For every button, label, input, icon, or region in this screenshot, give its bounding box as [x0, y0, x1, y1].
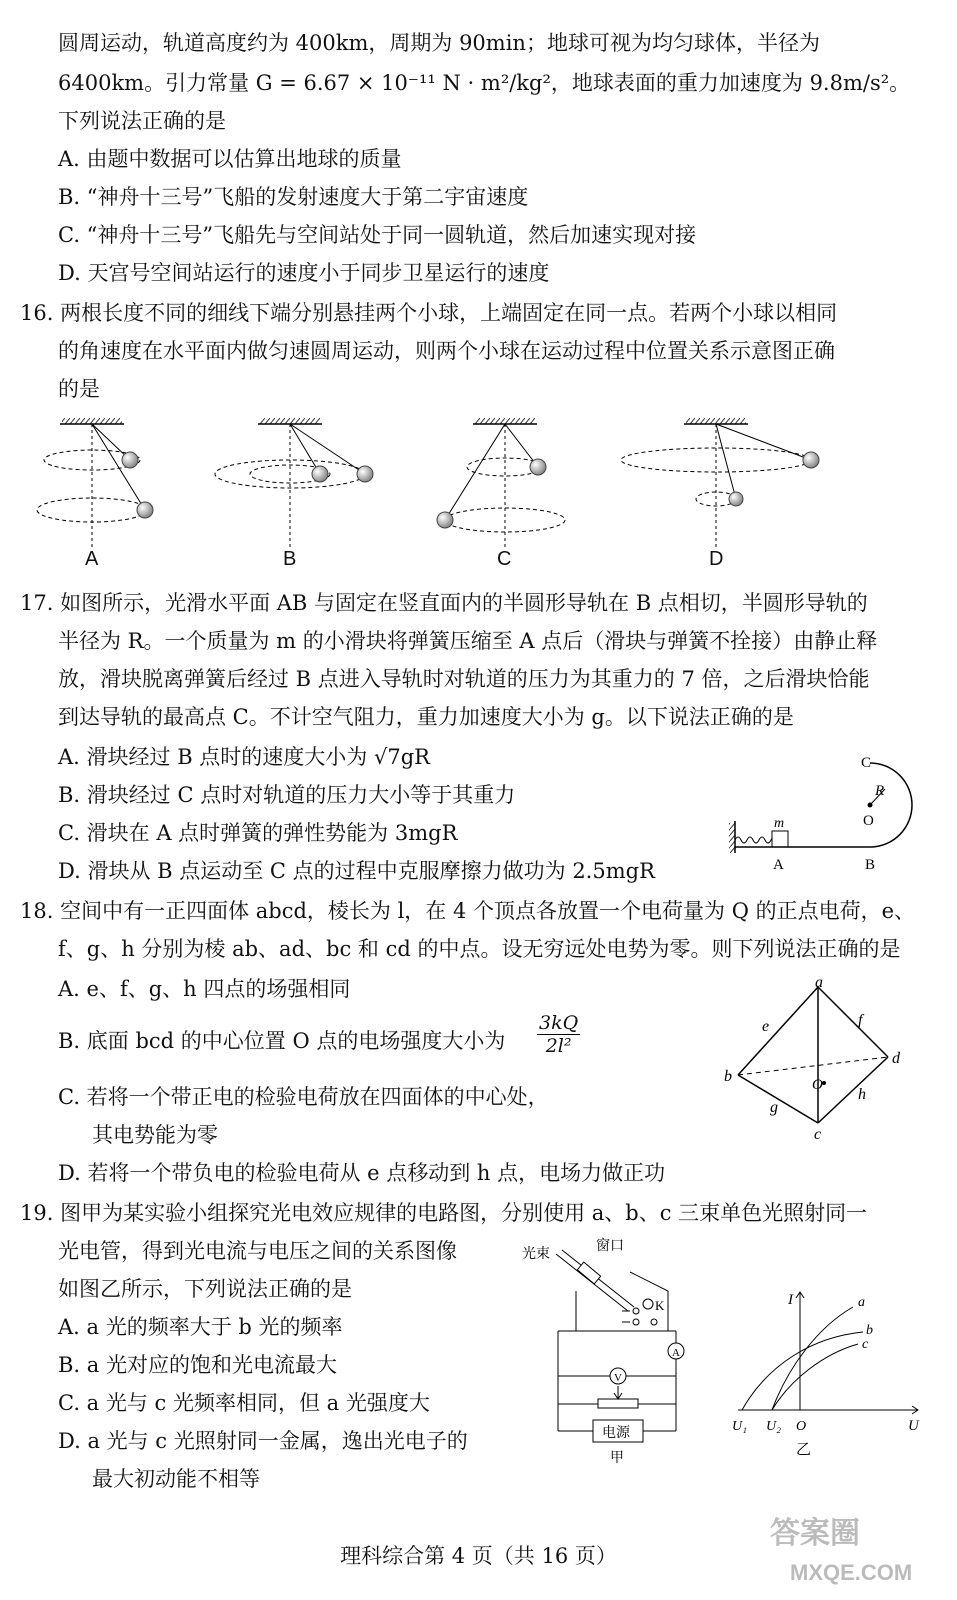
q19-line-2: 光电管，得到光电流与电压之间的关系图像	[58, 1239, 457, 1263]
watermark-logo: 答案圈	[770, 1517, 860, 1550]
svg-text:b: b	[724, 1068, 732, 1085]
q15-option-c: C. “神舟十三号”飞船先与空间站处于同一圆轨道，然后加速实现对接	[58, 223, 697, 247]
figure-b	[215, 418, 373, 547]
svg-text:O: O	[812, 1077, 823, 1093]
svg-text:U₁: U₁	[732, 1419, 747, 1434]
q16-line-2: 的角速度在水平面内做匀速圆周运动，则两个小球在运动过程中位置关系示意图正确	[58, 339, 835, 363]
figure-a	[37, 418, 153, 547]
svg-text:g: g	[770, 1099, 778, 1116]
svg-text:h: h	[858, 1086, 866, 1103]
q19-option-d-cont: 最大初动能不相等	[92, 1467, 260, 1491]
svg-text:a: a	[815, 975, 823, 991]
q18-option-d: D. 若将一个带负电的检验电荷从 e 点移动到 h 点，电场力做正功	[58, 1161, 666, 1185]
q18-option-a: A. e、f、g、h 四点的场强相同	[58, 977, 351, 1001]
q17-option-a: A. 滑块经过 B 点时的速度大小为 √7gR	[58, 745, 430, 769]
q17-line-4: 到达导轨的最高点 C。不计空气阻力，重力加速度大小为 g。以下说法正确的是	[58, 705, 794, 729]
svg-text:f: f	[858, 1012, 863, 1029]
label-r: R	[875, 783, 885, 799]
svg-text:c: c	[814, 1126, 822, 1140]
q16-label-c: C	[497, 548, 512, 570]
q15-line-3: 下列说法正确的是	[58, 109, 226, 133]
svg-text:a: a	[858, 1295, 865, 1310]
svg-text:I: I	[788, 1292, 793, 1308]
q16-pendulum-figures	[30, 412, 870, 552]
q15-option-b: B. “神舟十三号”飞船的发射速度大于第二宇宙速度	[58, 185, 529, 209]
q18-option-c-cont: 其电势能为零	[92, 1123, 218, 1147]
q16-label-a: A	[85, 548, 99, 570]
svg-text:d: d	[892, 1050, 900, 1067]
label-a: A	[773, 857, 784, 873]
svg-text:A: A	[672, 1347, 680, 1359]
q19-option-c: C. a 光与 c 光频率相同，但 a 光强度大	[58, 1391, 430, 1415]
watermark-site: MXQE.COM	[790, 1560, 913, 1585]
q19-option-b: B. a 光对应的饱和光电流最大	[58, 1353, 337, 1377]
q15-option-d: D. 天宫号空间站运行的速度小于同步卫星运行的速度	[58, 261, 550, 285]
q18-tetrahedron-figure	[720, 975, 910, 1140]
q19-line-3: 如图乙所示，下列说法正确的是	[58, 1277, 352, 1301]
q17-line-3: 放，滑块脱离弹簧后经过 B 点进入导轨时对轨道的压力为其重力的 7 倍，之后滑块恰能	[58, 667, 870, 691]
svg-text:窗口: 窗口	[596, 1239, 624, 1254]
svg-text:c: c	[862, 1337, 869, 1352]
svg-text:U: U	[908, 1418, 919, 1434]
q18-line-2: f、g、h 分别为棱 ab、ad、bc 和 cd 的中点。设无穷远处电势为零。则下列说法正确的是	[58, 937, 901, 961]
q17-line-1: 17. 如图所示，光滑水平面 AB 与固定在竖直面内的半圆形导轨在 B 点相切，半圆形导轨的	[20, 591, 868, 615]
q16-line-1: 16. 两根长度不同的细线下端分别悬挂两个小球，上端固定在同一点。若两个小球以相同	[20, 301, 838, 325]
q15-line-1: 圆周运动，轨道高度约为 400km，周期为 90min；地球可视为均匀球体，半径为	[58, 31, 820, 55]
figure-d	[621, 418, 819, 547]
svg-text:U₂: U₂	[766, 1419, 781, 1434]
q16-label-b: B	[283, 548, 297, 570]
label-c: C	[861, 755, 872, 771]
svg-text:O: O	[796, 1419, 807, 1434]
q17-line-2: 半径为 R。一个质量为 m 的小滑块将弹簧压缩至 A 点后（滑块与弹簧不拴接）由静止释	[58, 629, 878, 653]
q16-line-3: 的是	[58, 377, 100, 401]
page-footer: 理科综合第 4 页（共 16 页）	[340, 1544, 617, 1568]
q15-option-a: A. 由题中数据可以估算出地球的质量	[58, 147, 402, 171]
q19-option-d: D. a 光与 c 光照射同一金属，逸出光电子的	[58, 1429, 468, 1453]
q19-option-a: A. a 光的频率大于 b 光的频率	[58, 1315, 343, 1339]
svg-text:光束: 光束	[522, 1247, 550, 1262]
label-m: m	[774, 816, 785, 831]
q15-line-2: 6400km。引力常量 G = 6.67 × 10⁻¹¹ N · m²/kg²，地球表面的重力加速度为 9.8m/s²。	[58, 71, 911, 95]
q17-option-d: D. 滑块从 B 点运动至 C 点的过程中克服摩擦力做功为 2.5mgR	[58, 859, 655, 883]
label-o: O	[863, 813, 874, 829]
q18-option-c: C. 若将一个带正电的检验电荷放在四面体的中心处，	[58, 1085, 549, 1109]
q16-label-d: D	[709, 548, 724, 570]
q17-option-c: C. 滑块在 A 点时弹簧的弹性势能为 3mgR	[58, 821, 458, 845]
svg-text:b: b	[866, 1323, 873, 1338]
q19-circuit-figure	[518, 1236, 718, 1466]
q18-fraction	[537, 1012, 580, 1057]
label-b: B	[865, 857, 876, 873]
svg-text:电源: 电源	[602, 1426, 630, 1441]
svg-text:K: K	[655, 1298, 665, 1313]
svg-text:甲: 甲	[610, 1451, 624, 1466]
q18-line-1: 18. 空间中有一正四面体 abcd，棱长为 l，在 4 个顶点各放置一个电荷量为 Q 的正点电荷，e、	[20, 899, 916, 923]
q19-iu-graph	[728, 1282, 928, 1472]
fraction-denominator: 2l²	[545, 1035, 572, 1057]
q17-track-figure	[725, 745, 925, 875]
svg-text:V: V	[614, 1372, 622, 1384]
fraction-numerator: 3kQ	[539, 1012, 579, 1034]
svg-text:乙: 乙	[796, 1442, 812, 1458]
q19-line-1: 19. 图甲为某实验小组探究光电效应规律的电路图，分别使用 a、b、c 三束单色光照射同一	[20, 1201, 868, 1225]
q17-option-b: B. 滑块经过 C 点时对轨道的压力大小等于其重力	[58, 783, 516, 807]
q18-option-b: B. 底面 bcd 的中心位置 O 点的电场强度大小为	[58, 1029, 506, 1053]
figure-c	[437, 418, 565, 547]
svg-text:e: e	[762, 1018, 770, 1035]
